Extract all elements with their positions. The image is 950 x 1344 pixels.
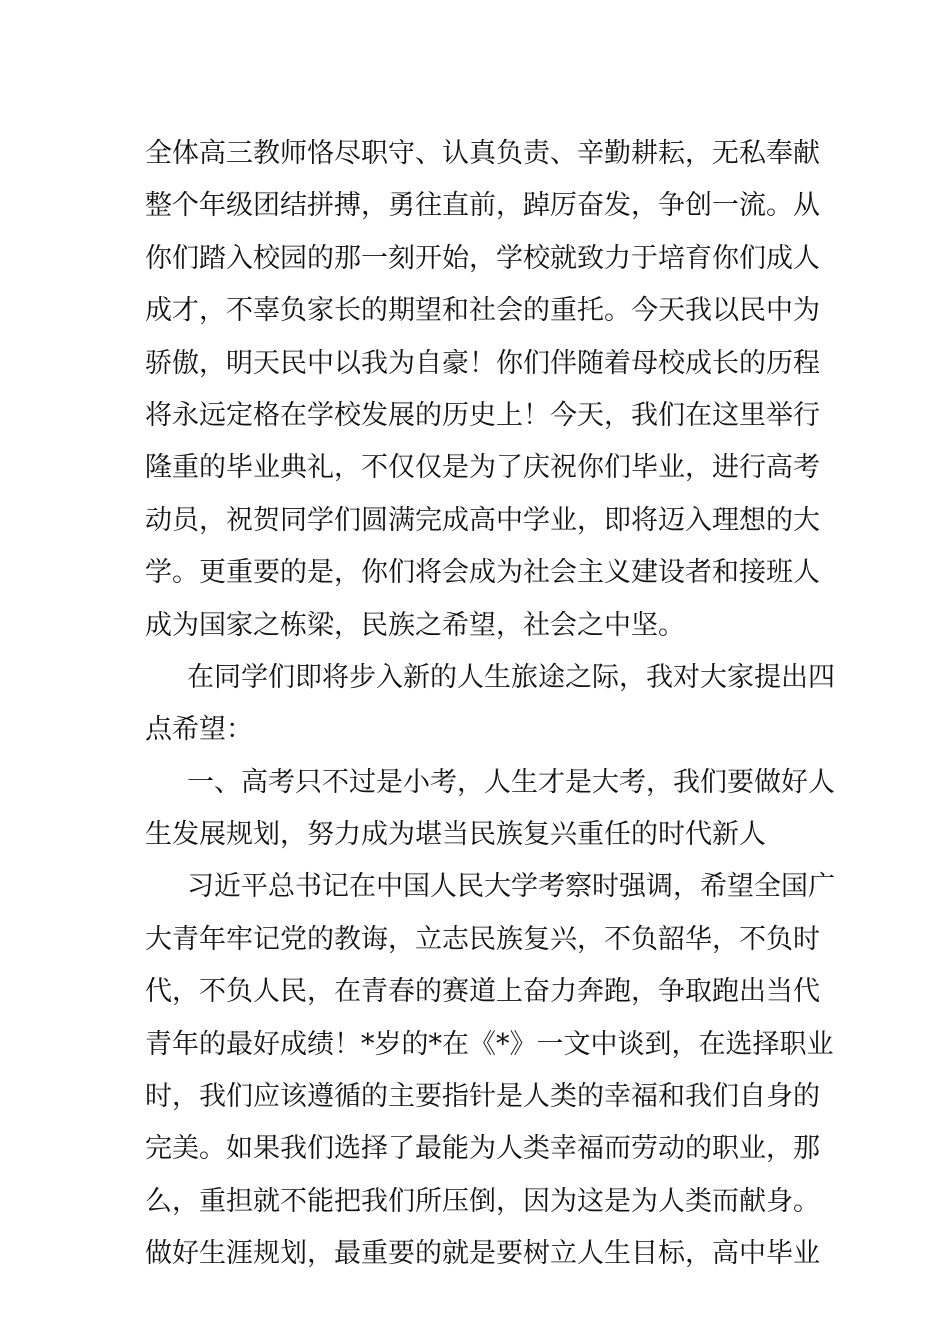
- section-heading-line-1: 一、高考只不过是小考，人生才是大考，我们要做好人: [187, 766, 835, 798]
- text-line-6: 将永远定格在学校发展的历史上！今天，我们在这里举行: [145, 399, 820, 431]
- text-line-10: 成为国家之栋梁，民族之希望，社会之中坚。: [145, 609, 685, 641]
- text-line-7: 隆重的毕业典礼，不仅仅是为了庆祝你们毕业，进行高考: [145, 452, 820, 484]
- section-heading-line-2: 生发展规划，努力成为堪当民族复兴重任的时代新人: [145, 819, 766, 851]
- text-line-4: 成才，不辜负家长的期望和社会的重托。今天我以民中为: [145, 295, 820, 327]
- text-line-17: 代，不负人民，在青春的赛道上奋力奔跑，争取跑出当代: [145, 976, 820, 1008]
- text-line-9: 学。更重要的是，你们将会成为社会主义建设者和接班人: [145, 557, 820, 589]
- text-line-1: 全体高三教师恪尽职守、认真负责、辛勤耕耘，无私奉献: [145, 138, 820, 169]
- text-line-3: 你们踏入校园的那一刻开始，学校就致力于培育你们成人: [145, 242, 820, 274]
- text-line-20: 完美。如果我们选择了最能为人类幸福而劳动的职业，那: [145, 1133, 820, 1165]
- document-body: [145, 128, 835, 1281]
- text-line-8: 动员，祝贺同学们圆满完成高中学业，即将迈入理想的大: [145, 504, 820, 536]
- text-line-12: 点希望：: [145, 714, 253, 746]
- text-line-2: 整个年级团结拼搏，勇往直前，踔厉奋发，争创一流。从: [145, 190, 820, 222]
- text-line-15: 习近平总书记在中国人民大学考察时强调，希望全国广: [187, 871, 835, 903]
- text-line-18: 青年的最好成绩！*岁的*在《*》一文中谈到，在选择职业: [145, 1028, 834, 1060]
- text-line-19: 时，我们应该遵循的主要指针是人类的幸福和我们自身的: [145, 1081, 820, 1113]
- text-line-16: 大青年牢记党的教诲，立志民族复兴，不负韶华，不负时: [145, 923, 820, 955]
- text-line-21: 么，重担就不能把我们所压倒，因为这是为人类而献身。: [145, 1185, 820, 1217]
- text-line-5: 骄傲，明天民中以我为自豪！你们伴随着母校成长的历程: [145, 347, 820, 379]
- text-line-22: 做好生涯规划，最重要的就是要树立人生目标，高中毕业: [145, 1238, 820, 1270]
- text-line-11: 在同学们即将步入新的人生旅途之际，我对大家提出四: [187, 661, 835, 693]
